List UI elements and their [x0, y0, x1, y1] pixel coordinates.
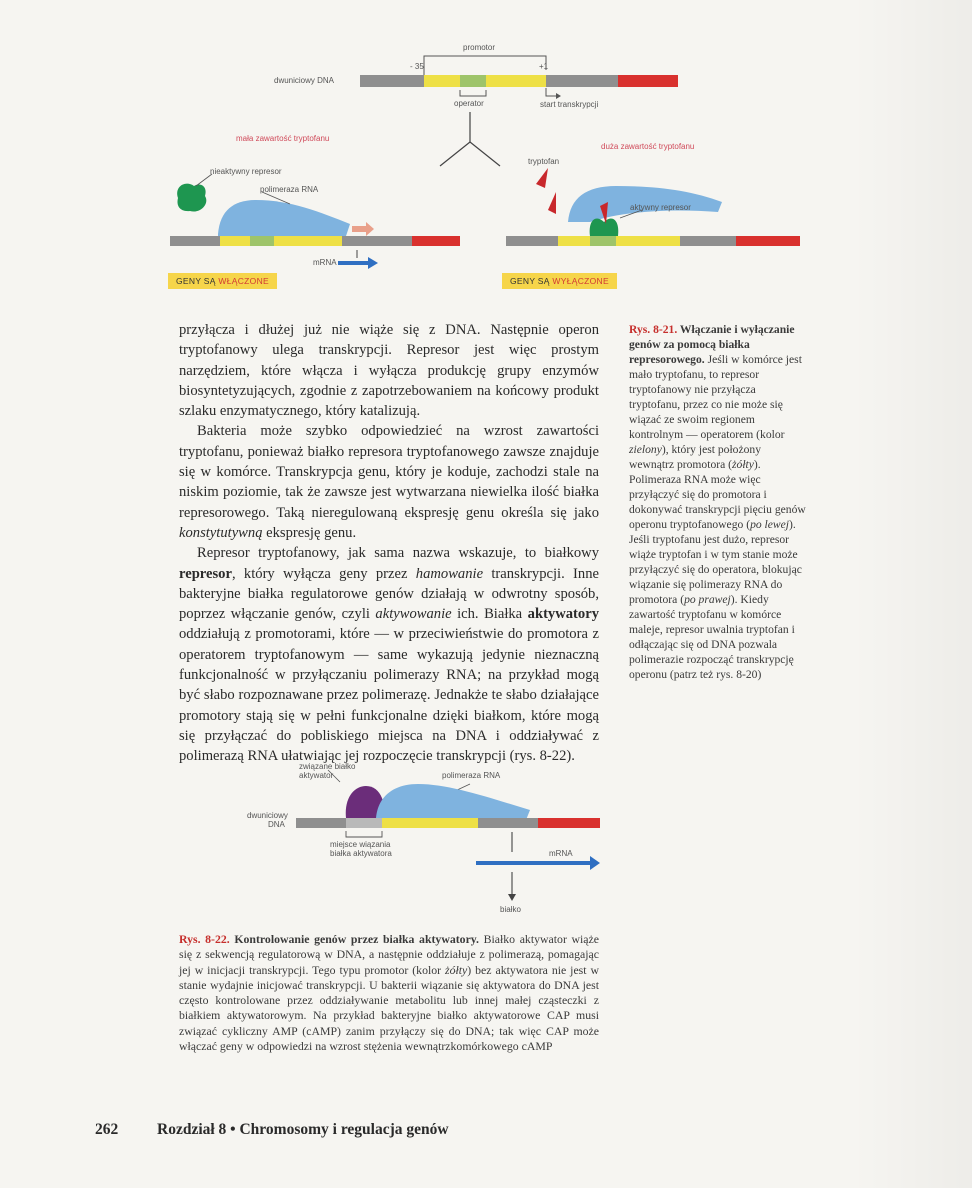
p3-emphasis-hamowanie: hamowanie — [415, 565, 484, 582]
tryptophan-1 — [536, 168, 548, 188]
genes-on-tag — [168, 273, 277, 289]
site-bracket — [346, 831, 382, 837]
dna-right-a — [506, 236, 558, 246]
caption-8-21-t2: ), który jest położony wewnątrz promotora ( — [629, 443, 762, 471]
genes-off-prefix: GENY SĄ — [510, 276, 553, 286]
inactive-repressor-label: nieaktywny represor — [210, 167, 282, 176]
caption-8-21-t5: ). Kiedy zawartość tryptofanu w komórce maleje, represor uwalnia tryptofan i odłączając się od DNA pozwala polimerazie rozpocząć transkrypcję operonu (patrz też rys. 8-20) — [629, 593, 795, 681]
caption-8-22-t1: Białko aktywator wiąże się z sekwencją regulatorową w DNA, a następnie oddziałuje z polimerazą, pomagając jej w inicjacji transkrypcji. Tego typu promotor (kolor — [179, 932, 599, 977]
body-text — [179, 320, 599, 767]
caption-8-21-title: Włączanie i wyłączanie genów za pomocą białka represorowego. — [629, 323, 795, 366]
caption-8-21-em1: zielony — [629, 443, 662, 456]
operator-label: operator — [454, 99, 484, 108]
dna-top-left — [360, 75, 424, 87]
mrna2-arrowhead — [590, 856, 600, 870]
p3-text-d: ich. Białka — [451, 606, 528, 623]
paragraph-1: przyłącza i dłużej już nie wiąże się z DNA. Następnie operon tryptofanowy ulega transkrypcji. Represor jest więc prostym narzędziem, które włącza i wyłącza produkcję grupy enzymów biosyntetyzujących, zgodnie z zapotrzebowaniem na końcowy produkt szlaku enzymatycznego, który katalizują. — [179, 322, 599, 420]
mrna-strand — [338, 261, 370, 265]
site-label-2: białka aktywatora — [330, 849, 392, 858]
caption-8-21 — [629, 322, 807, 682]
tx-start-label: start transkrypcji — [540, 100, 599, 109]
activator-site — [346, 818, 382, 828]
protein-arrowhead — [508, 894, 516, 901]
dna-left-b — [342, 236, 412, 246]
caption-8-21-number: Rys. 8-21. — [629, 323, 678, 336]
promoter-label: promotor — [463, 43, 496, 52]
caption-8-22 — [179, 932, 599, 1054]
caption-8-22-t2: ) bez aktywatora nie jest w stanie wydajnie inicjować transkrypcji. U bakterii wiązanie się aktywatora do DNA jest często kontrolowane przez oddziaływanie metabolitu lub innej małej cząsteczki z białkiem aktywatorowym. Na przykład bakteryjne białko aktywatorowe CAP musi związać cykliczny AMP (cAMP) zanim przyłączy się do DNA; tak więc CAP może włączać geny w odpowiedzi na wzrost stężenia wewnątrzkomórkowego cAMP — [179, 962, 600, 1054]
genes-on-prefix: GENY SĄ — [176, 276, 219, 286]
minus35-label: - 35 — [410, 62, 424, 71]
p3-bold-aktywatory: aktywatory — [527, 606, 599, 623]
dsdna-label-2a: dwuniciowy — [247, 811, 288, 820]
site-label-1: miejsce wiązania — [330, 840, 391, 849]
protein-label: białko — [500, 905, 521, 914]
operator-right — [590, 236, 616, 246]
caption-8-22-title: Kontrolowanie genów przez białka aktywatory. — [229, 932, 480, 946]
caption-8-21-em4: po prawej — [684, 593, 731, 606]
active-repressor-label: aktywny represor — [630, 203, 691, 212]
dsdna-label-2b: DNA — [268, 820, 285, 829]
figure-8-21 — [0, 0, 972, 300]
p3-text-e: oddziałują z promotorami, które — w przeciwieństwie do promotora z operatorem tryptofanowym — same wykazują jedynie nieznaczną funkcjonalność w przyłączaniu polimerazy RNA; na przykład mogą być słabo rozpoznawane przez polimerazę. Jednakże te słabo działające promotory stają się w pełni funkcjonalne dzięki białkom, które mogą się przyłączać do pobliskiego miejsca na DNA i oddziaływać z polimerazą RNA ułatwiając jej rozpoczęcie transkrypcji (rys. 8-22). — [179, 626, 599, 765]
bound-activator-label-1: związane białko — [299, 762, 356, 771]
rna-pol-label-2: polimeraza RNA — [442, 771, 501, 780]
caption-8-22-em1: żółty — [445, 962, 468, 977]
gene2 — [538, 818, 600, 828]
dna-top-mid — [546, 75, 618, 87]
p2-text-a: Bakteria może szybko odpowiedzieć na wzrost zawartości tryptofanu, ponieważ białko represora tryptofanowego zawsze znajduje się w komórce. Transkrypcja genu, który je koduje, zachodzi stale na niskim poziomie, tak że zawsze jest wytwarzana niewielka ilość białka represorowego. Taką nieregulowaną ekspresję genu określa się jako — [179, 423, 599, 521]
mrna2-strand — [476, 861, 592, 865]
bound-activator-label-2: aktywator — [299, 771, 334, 780]
branch-right — [470, 142, 500, 166]
paragraph-2 — [179, 421, 599, 543]
low-trp-label: mała zawartość tryptofanu — [236, 134, 330, 143]
page-number: 262 — [95, 1121, 119, 1138]
p3-bold-represor: represor — [179, 565, 232, 582]
rna-polymerase-2 — [376, 784, 530, 820]
dna-right-b — [680, 236, 736, 246]
tryptophan-2 — [548, 192, 556, 214]
gene-left — [412, 236, 460, 246]
promoter-bracket — [424, 56, 549, 71]
mrna-arrowhead — [368, 257, 378, 269]
mrna-label-top: mRNA — [313, 258, 337, 267]
caption-8-21-em3: po lewej — [750, 518, 790, 531]
caption-8-22-number: Rys. 8-22. — [179, 932, 230, 946]
promoter2 — [382, 818, 478, 828]
p2-text-b: ekspresję genu. — [262, 524, 357, 541]
plus1-label: +1 — [539, 62, 549, 71]
dsdna-label-top: dwuniciowy DNA — [274, 76, 335, 85]
operator-left — [250, 236, 274, 246]
caption-8-21-t1: Jeśli w komórce jest mało tryptofanu, to represor tryptofanowy nie przyłącza tryptofanu, przez co nie może się wiązać ze swoim regionem kontrolnym — operatorem (kolor — [629, 353, 802, 441]
rna-pol-label-left: polimeraza RNA — [260, 185, 319, 194]
promoter-right — [558, 236, 680, 246]
mrna-label-2: mRNA — [549, 849, 573, 858]
genes-on-word: WŁĄCZONE — [218, 276, 269, 286]
caption-8-21-t3: ). Polimeraza RNA może więc przyłączyć się do promotora i dokonywać transkrypcji pięciu genów operonu tryptofanowego ( — [629, 458, 806, 531]
promoter-left — [220, 236, 342, 246]
p3-text-b: , który wyłącza geny przez — [231, 565, 416, 582]
figure-8-22 — [0, 740, 972, 920]
page-footer — [95, 1121, 449, 1139]
p3-emphasis-aktywowanie: aktywowanie — [375, 606, 452, 623]
genes-off-word: WYŁĄCZONE — [552, 276, 609, 286]
paragraph-3 — [179, 543, 599, 766]
gene-right — [736, 236, 800, 246]
running-footer: Rozdział 8 • Chromosomy i regulacja genów — [157, 1121, 449, 1138]
inactive-repressor — [177, 184, 206, 212]
gene-top — [618, 75, 678, 87]
caption-8-21-t4: ). Jeśli tryptofanu jest dużo, represor wiąże tryptofan i w tym stanie może przyłączyć się do operatora, blokując wiązanie się polimerazy RNA do promotora ( — [629, 518, 802, 606]
high-trp-label: duża zawartość tryptofanu — [601, 142, 695, 151]
rna-polymerase-left — [218, 200, 350, 236]
caption-8-21-em2: żółty — [732, 458, 754, 471]
active-repressor — [590, 218, 619, 236]
p3-text-c: transkrypcji. Inne bakteryjne białka regulatorowe genów działają w odwrotny sposób, poprzez włączanie genów, czyli — [179, 565, 599, 623]
dna-left-a — [170, 236, 220, 246]
operator-bracket — [460, 90, 486, 96]
figure-8-22-graphic — [0, 740, 972, 920]
genes-off-tag — [502, 273, 617, 289]
operator-top — [460, 75, 486, 87]
tryptophan-label: tryptofan — [528, 157, 560, 166]
p2-emphasis: konstytutywną — [179, 524, 263, 541]
p3-text-a: Represor tryptofanowy, jak sama nazwa wskazuje, to białkowy — [197, 545, 599, 562]
dna2-b — [478, 818, 538, 828]
nascent-rna — [352, 222, 374, 236]
tx-start-arrowhead — [556, 93, 561, 99]
branch-left — [440, 142, 470, 166]
dna2-a — [296, 818, 346, 828]
